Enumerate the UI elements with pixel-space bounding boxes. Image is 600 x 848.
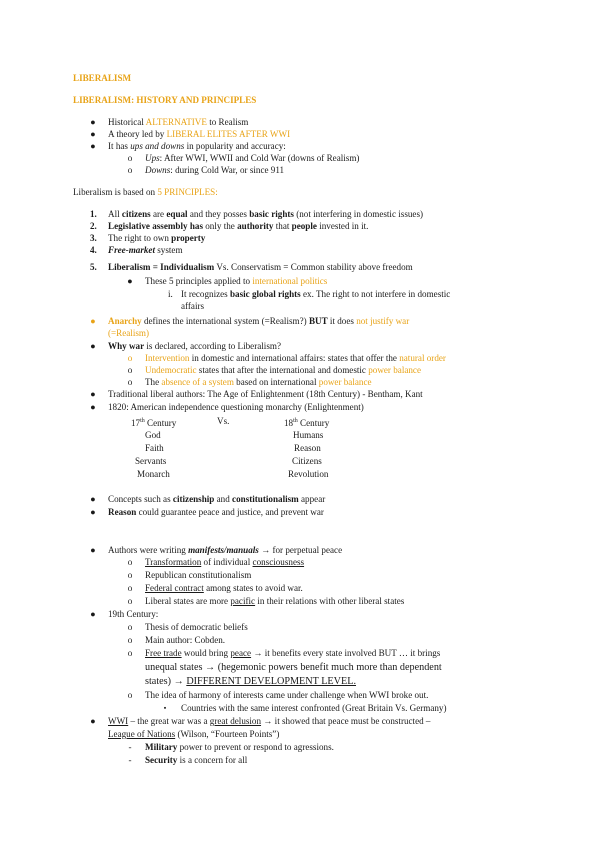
circle-bullet-icon: o: [127, 353, 133, 363]
table-cell-right: Revolution: [288, 469, 329, 479]
circle-bullet-icon: o: [127, 570, 133, 580]
square-bullet-icon: ▪: [163, 704, 167, 712]
bullet-icon: ●: [90, 141, 96, 151]
authors-sub-1: Transformation of individual consciousness: [145, 557, 305, 567]
authors-line: Authors were writing manifests/manuals → for perpetual peace: [108, 545, 343, 555]
bullet-icon: ●: [90, 129, 96, 139]
circle-bullet-icon: o: [127, 635, 133, 645]
circle-bullet-icon: o: [127, 622, 133, 632]
authors-sub-4: Liberal states are more pacific in their relations with other liberal states: [145, 596, 405, 606]
authors-sub-2: Republican constitutionalism: [145, 570, 252, 580]
circle-bullet-icon: o: [127, 557, 133, 567]
bullet-icon: ●: [127, 276, 133, 286]
table-cell-right: Citizens: [292, 456, 322, 466]
circle-bullet-icon: o: [127, 165, 133, 175]
circle-bullet-icon: o: [127, 365, 133, 375]
c19-sub-3: Free trade would bring peace → it benefits every state involved BUT … it brings: [145, 648, 441, 658]
table-cell-left: God: [145, 430, 161, 440]
bullet-icon: ●: [90, 316, 96, 326]
applied-sub-line: It recognizes basic global rights ex. The right to not interfere in domestic: [181, 289, 451, 299]
why-war-line: Why war is declared, according to Liberalism?: [108, 341, 281, 351]
wwi-cont: League of Nations (Wilson, “Fourteen Points”): [108, 729, 280, 739]
dash-bullet-icon: -: [128, 755, 132, 765]
c19-sub-1: Thesis of democratic beliefs: [145, 622, 248, 632]
list-number: 4.: [90, 245, 97, 255]
anarchy-cont: (=Realism): [108, 328, 149, 338]
section-heading: LIBERALISM: HISTORY AND PRINCIPLES: [73, 95, 257, 105]
col-header-17th: 17th Century: [131, 418, 177, 429]
table-cell-left: Faith: [145, 443, 164, 453]
wwi-line: WWI – the great war was a great delusion → it showed that peace must be constructed –: [108, 716, 431, 726]
title-liberalism: LIBERALISM: [73, 73, 132, 83]
circle-bullet-icon: o: [127, 377, 133, 387]
bullet-icon: ●: [90, 341, 96, 351]
table-cell-right: Reason: [294, 443, 321, 453]
table-cell-right: Humans: [293, 430, 324, 440]
anarchy-line: Anarchy defines the international system (=Realism?) BUT it does not justify war: [108, 316, 410, 326]
list-item: Historical ALTERNATIVE to Realism: [108, 117, 249, 127]
table-cell-left: Monarch: [137, 469, 170, 479]
c19-sub-4: The idea of harmony of interests came under challenge when WWI broke out.: [145, 690, 429, 700]
reason-line: Reason could guarantee peace and justice, and prevent war: [108, 507, 324, 517]
dash-bullet-icon: -: [128, 742, 132, 752]
circle-bullet-icon: o: [127, 596, 133, 606]
bullet-icon: ●: [90, 389, 96, 399]
roman-numeral: i.: [168, 289, 173, 299]
line-1820: 1820: American independence questioning monarchy (Enlightenment): [108, 402, 364, 412]
principle-2: Legislative assembly has only the authority that people invested in it.: [108, 221, 369, 231]
c19-sub-4a: Countries with the same interest confronted (Great Britain Vs. Germany): [181, 703, 447, 713]
sub-item-ups: Ups: After WWI, WWII and Cold War (downs of Realism): [145, 153, 360, 163]
c19-sub-2: Main author: Cobden.: [145, 635, 226, 645]
war-reason-2: Undemocratic states that after the international and domestic power balance: [145, 365, 421, 375]
list-number: 5.: [90, 262, 97, 272]
list-number: 2.: [90, 221, 97, 231]
list-item: A theory led by LIBERAL ELITES AFTER WWI: [108, 129, 291, 139]
bullet-icon: ●: [90, 507, 96, 517]
circle-bullet-icon: o: [127, 690, 133, 700]
authors-sub-3: Federal contract among states to avoid war.: [145, 583, 303, 593]
principle-5: Liberalism = Individualism Vs. Conservatism = Common stability above freedom: [108, 262, 413, 272]
list-item: It has ups and downs in popularity and accuracy:: [108, 141, 286, 151]
sub-item-downs: Downs: during Cold War, or since 911: [145, 165, 285, 175]
traditional-authors: Traditional liberal authors: The Age of Enlightenment (18th Century) - Bentham, Kant: [108, 389, 423, 399]
circle-bullet-icon: o: [127, 648, 133, 658]
bullet-icon: ●: [90, 402, 96, 412]
list-number: 1.: [90, 209, 97, 219]
applied-line: These 5 principles applied to international politics: [145, 276, 328, 286]
circle-bullet-icon: o: [127, 153, 133, 163]
col-header-18th: 18th Century: [284, 418, 330, 429]
principle-3: The right to own property: [108, 233, 206, 243]
applied-sub-cont: affairs: [181, 301, 205, 311]
wwi-sub-1: Military power to prevent or respond to agressions.: [145, 742, 334, 752]
table-cell-left: Servants: [135, 456, 167, 466]
c19-line: 19th Century:: [108, 609, 159, 619]
c19-sub-3-cont: unequal states → (hegemonic powers benefit much more than dependent: [145, 662, 442, 673]
bullet-icon: ●: [90, 117, 96, 127]
bullet-icon: ●: [90, 716, 96, 726]
based-on-line: Liberalism is based on 5 PRINCIPLES:: [73, 187, 218, 197]
c19-sub-3-cont2: states) → DIFFERENT DEVELOPMENT LEVEL.: [145, 676, 357, 687]
concepts-line: Concepts such as citizenship and constitutionalism appear: [108, 494, 326, 504]
bullet-icon: ●: [90, 545, 96, 555]
bullet-icon: ●: [90, 494, 96, 504]
list-number: 3.: [90, 233, 97, 243]
principle-4: Free-market system: [108, 245, 183, 255]
war-reason-1: Intervention in domestic and international affairs: states that offer the natural order: [145, 353, 446, 363]
principle-1: All citizens are equal and they posses basic rights (not interfering in domestic issues): [108, 209, 424, 219]
wwi-sub-2: Security is a concern for all: [145, 755, 248, 765]
col-header-vs: Vs.: [217, 416, 230, 426]
war-reason-3: The absence of a system based on international power balance: [145, 377, 372, 387]
bullet-icon: ●: [90, 609, 96, 619]
circle-bullet-icon: o: [127, 583, 133, 593]
